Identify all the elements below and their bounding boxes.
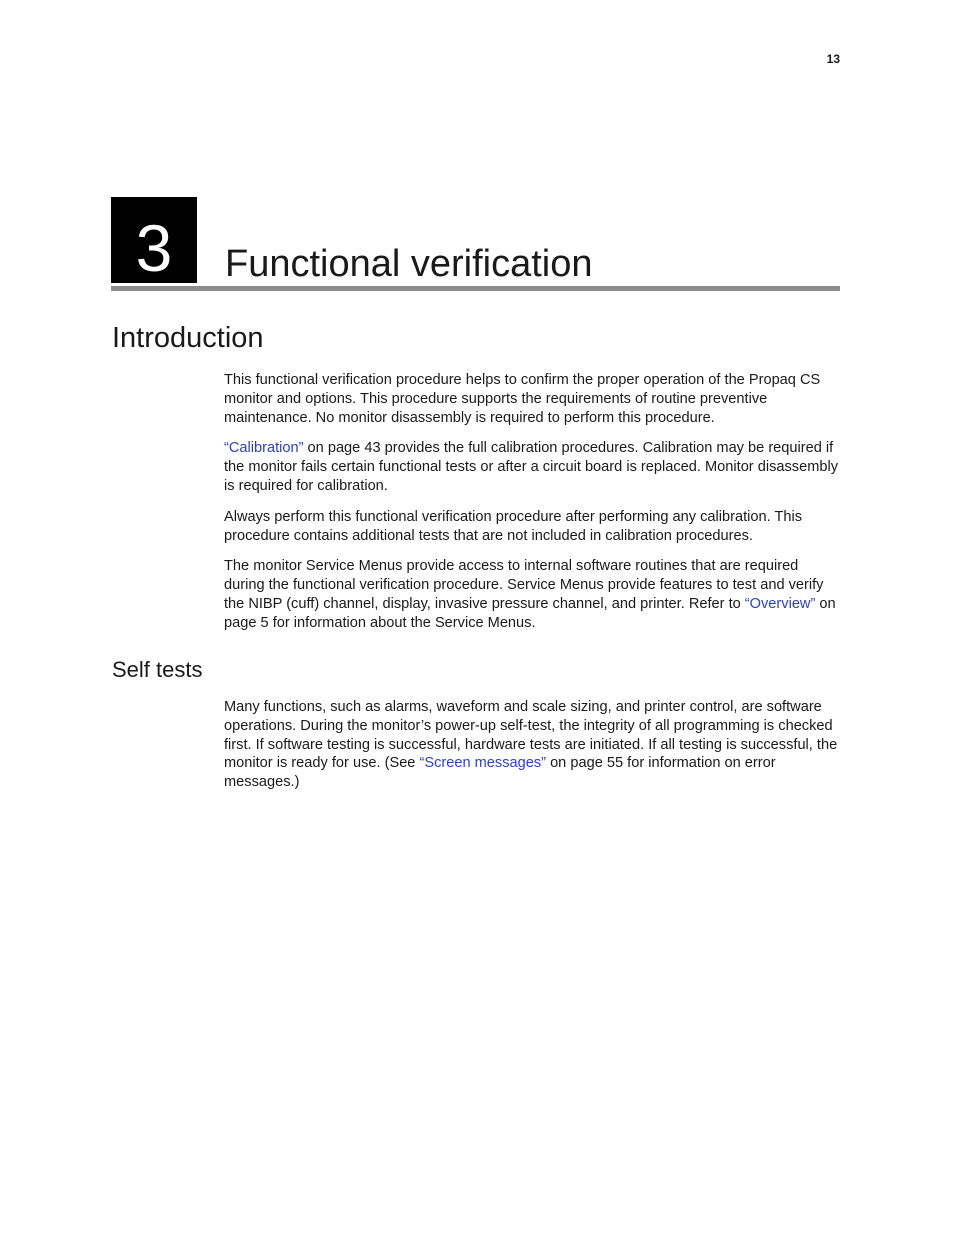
screen-messages-link[interactable]: “Screen messages”: [419, 755, 547, 772]
intro-paragraph-4: The monitor Service Menus provide access to internal software routines that are required during the functional verification procedure. Service Menus provide features to test and verify the NIBP (cuff) channel, display, invasive pressure channel, and printer. Refer to “Overview” on page 5 for information about the Service Menus.: [224, 558, 836, 631]
self-tests-heading: Self tests: [112, 657, 203, 682]
chapter-title: Functional verification: [225, 243, 593, 285]
intro-paragraph-1: This functional verification procedure helps to confirm the proper operation of the Propaq CS monitor and options. This procedure supports the requirements of routine preventive maintenance. No monitor disassembly is required to perform this procedure.: [224, 372, 821, 426]
calibration-link[interactable]: “Calibration”: [224, 440, 304, 457]
self-tests-paragraph-1: Many functions, such as alarms, waveform and scale sizing, and printer control, are software operations. During the monitor’s power-up self-test, the integrity of all programming is checked first. If software testing is successful, hardware tests are initiated. If all testing is successful, the monitor is ready for use. (See “Screen messages” on page 55 for information on error messages.): [224, 699, 838, 791]
introduction-body: [224, 371, 840, 645]
chapter-number: 3: [135, 211, 173, 285]
title-rule: [111, 286, 840, 291]
self-tests-body: [224, 698, 840, 804]
intro-paragraph-3: Always perform this functional verification procedure after performing any calibration. This procedure contains additional tests that are not included in calibration procedures.: [224, 508, 803, 544]
overview-link[interactable]: “Overview”: [744, 595, 816, 612]
chapter-number-box: [111, 197, 197, 283]
intro-paragraph-2: “Calibration” on page 43 provides the full calibration procedures. Calibration may be required if the monitor fails certain functional tests or after a circuit board is replaced. Monitor disassembly is required for calibration.: [224, 440, 839, 494]
page-number: 13: [826, 52, 840, 66]
introduction-heading: Introduction: [112, 322, 264, 354]
